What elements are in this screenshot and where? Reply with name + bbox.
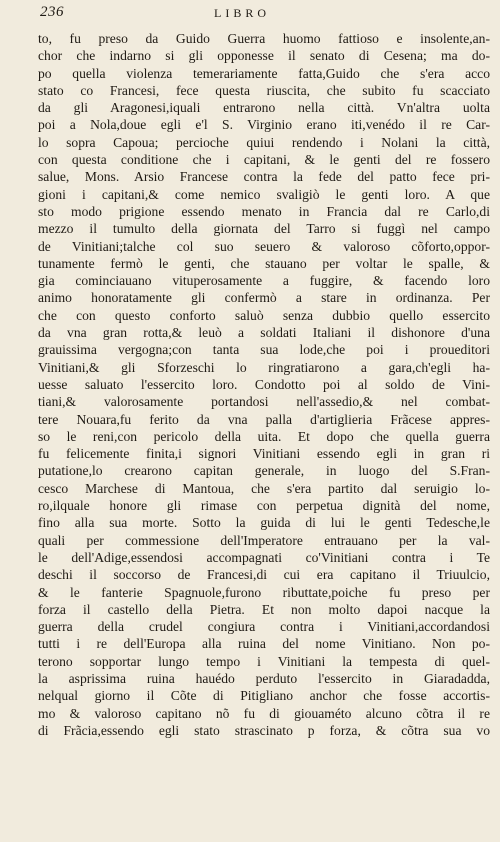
text-line: tere Nouara,fu ferito da vna palla d'artiglieria Frãcese appres- xyxy=(38,411,490,427)
text-line: uesse saluato l'essercito loro. Condotto poi al soldo de Vini- xyxy=(38,376,490,392)
text-line: so le reni,con pericolo della uita. Et dopo che quella guerra xyxy=(38,428,490,444)
text-line: terono sopportar lungo tempo i Vinitiani la tempesta di quel- xyxy=(38,653,490,669)
page-header xyxy=(0,0,500,26)
text-line: sto modo prigione essendo menato in Francia dal re Carlo,di xyxy=(38,203,490,219)
text-line: & le fanterie Spagnuole,furono ributtate,poiche fu preso per xyxy=(38,584,490,600)
text-line: tunamente fermò le genti, che stauano per voltar le spalle, & xyxy=(38,255,490,271)
text-line: de Vinitiani;talche col suo seuero & valoroso cõforto,oppor- xyxy=(38,238,490,254)
text-line: lo sopra Capoua; percioche quiui rendendo i Nolani la città, xyxy=(38,134,490,150)
text-line: poi a Nola,doue egli e'l S. Virginio erano iti,venédo il re Car- xyxy=(38,117,490,133)
text-line: fu felicemente finita,i signori Vinitiani essendo egli in gran ri xyxy=(38,446,490,462)
text-line: ro,ilquale honore gli rimase con perpetua dignità del nome, xyxy=(38,498,490,514)
text-line: tiani,& valorosamente portandosi nell'assedio,& nel combat- xyxy=(38,394,490,410)
page-number: 236 xyxy=(40,4,64,20)
text-line: quali per commessione dell'Imperatore entrauano per la val- xyxy=(38,532,490,548)
text-line: putatione,lo crearono capitan generale, in luogo del S.Fran- xyxy=(38,463,490,479)
text-line: mezzo il tumulto della giornata del Tarro si fuggì nel campo xyxy=(38,221,490,237)
text-line: deschi il soccorso de Francesi,di cui era capitano il Triuulcio, xyxy=(38,567,490,583)
text-line: di Frãcia,essendo egli stato strascinato p forza, & cõtra sua vo xyxy=(38,722,490,738)
text-line: cesco Marchese di Mantoua, che s'era partito dal seruigio lo- xyxy=(38,480,490,496)
text-line: chor che indarno si gli opponesse il senato di Cesena; ma do- xyxy=(38,48,490,64)
text-line: Vinitiani,& gli Sforzeschi lo ringratiarono a gara,ch'egli ha- xyxy=(38,359,490,375)
text-line: gioni i capitani,& come nemico svaligiò le genti loro. A que xyxy=(38,186,490,202)
text-line: fino alla sua morte. Sotto la guida di lui le genti Tedesche,le xyxy=(38,515,490,531)
text-line: guerra della crudel congiura contra i Vinitiani,accordandosi xyxy=(38,619,490,635)
text-line: da vna gran rotta,& leuò a soldati Italiani il dishonore d'una xyxy=(38,325,490,341)
text-line: grauissima vergogna;con tanta sua lode,che poi i proueditori xyxy=(38,342,490,358)
text-line: con questa conditione che i capitani, & le genti del re fossero xyxy=(38,152,490,168)
body-text xyxy=(38,30,490,739)
text-line: animo honoratamente gli confermò a stare in ordinanza. Per xyxy=(38,290,490,306)
text-line: la asprissima ruina hauédo perduto l'essercito in Giaradadda, xyxy=(38,670,490,686)
text-line: mo & valoroso capitano nõ fu di giouaméto alcuno cõtra il re xyxy=(38,705,490,721)
running-head: LIBRO xyxy=(214,6,270,20)
text-line: stato co Francesi, fece questa riuscita, che subito fu scacciato xyxy=(38,82,490,98)
text-line: gia cominciauano vituperosamente a fuggire, & facendo loro xyxy=(38,273,490,289)
text-line: nelqual giorno il Cõte di Pitigliano anchor che fosse accortis- xyxy=(38,688,490,704)
text-line: forza il castello della Pietra. Et non molto dapoi nacque la xyxy=(38,601,490,617)
text-line: da gli Aragonesi,iquali entrarono nella città. Vn'altra uolta xyxy=(38,100,490,116)
text-line: tutti i re dell'Europa alla ruina del nome Vinitiano. Non po- xyxy=(38,636,490,652)
text-line: po quella violenza temerariamente fatta,Guido che s'era acco xyxy=(38,65,490,81)
text-line: che con questo conforto saluò senza dubbio quello essercito xyxy=(38,307,490,323)
text-line: to, fu preso da Guido Guerra huomo fattioso e insolente,an- xyxy=(38,31,490,46)
text-line: le dell'Adige,essendosi accompagnati co'Vinitiani contra i Te xyxy=(38,549,490,565)
text-line: salue, Mons. Arsio Francese contra la fede del patto fece pri- xyxy=(38,169,490,185)
